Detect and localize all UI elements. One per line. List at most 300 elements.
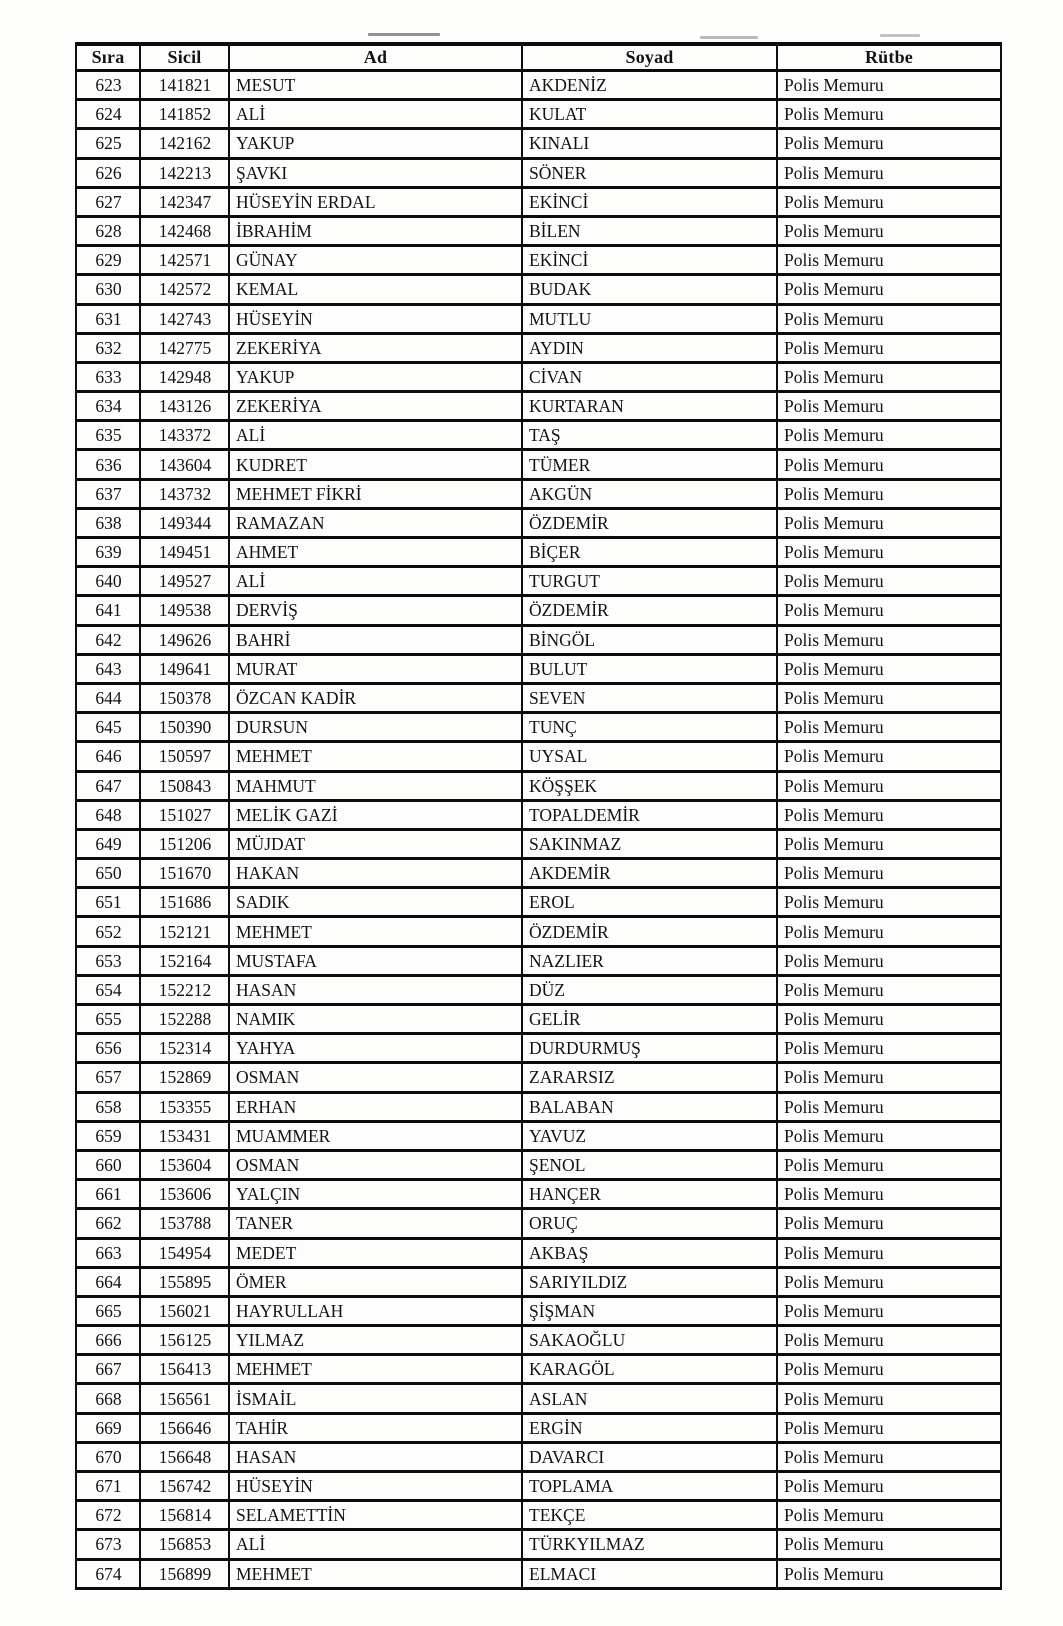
cell-sicil: 154954 [140, 1238, 229, 1267]
cell-rutbe: Polis Memuru [777, 129, 1001, 158]
cell-soyad: AKDEMİR [522, 859, 777, 888]
cell-soyad: DURDURMUŞ [522, 1034, 777, 1063]
cell-ad: İBRAHİM [229, 216, 522, 245]
cell-sira: 640 [76, 567, 140, 596]
cell-sicil: 150378 [140, 683, 229, 712]
cell-sira: 628 [76, 216, 140, 245]
cell-sicil: 152288 [140, 1005, 229, 1034]
cell-sira: 652 [76, 917, 140, 946]
cell-rutbe: Polis Memuru [777, 800, 1001, 829]
cell-soyad: BUDAK [522, 275, 777, 304]
cell-sicil: 152164 [140, 946, 229, 975]
cell-ad: YAKUP [229, 129, 522, 158]
cell-soyad: BULUT [522, 654, 777, 683]
cell-soyad: TOPLAMA [522, 1472, 777, 1501]
col-header-soyad: Soyad [522, 44, 777, 71]
cell-sira: 661 [76, 1180, 140, 1209]
cell-sicil: 153355 [140, 1092, 229, 1121]
cell-rutbe: Polis Memuru [777, 975, 1001, 1004]
cell-sira: 630 [76, 275, 140, 304]
cell-ad: OSMAN [229, 1150, 522, 1179]
cell-sicil: 149527 [140, 567, 229, 596]
cell-sicil: 152869 [140, 1063, 229, 1092]
table-row [76, 1267, 1001, 1296]
cell-sira: 674 [76, 1559, 140, 1588]
cell-soyad: GELİR [522, 1005, 777, 1034]
cell-ad: MUSTAFA [229, 946, 522, 975]
table-body [76, 71, 1001, 1589]
cell-soyad: DÜZ [522, 975, 777, 1004]
cell-sicil: 153604 [140, 1150, 229, 1179]
table-row [76, 1442, 1001, 1471]
cell-soyad: TOPALDEMİR [522, 800, 777, 829]
cell-sicil: 156648 [140, 1442, 229, 1471]
table-row [76, 479, 1001, 508]
cell-rutbe: Polis Memuru [777, 567, 1001, 596]
cell-rutbe: Polis Memuru [777, 1384, 1001, 1413]
cell-ad: MAHMUT [229, 771, 522, 800]
cell-soyad: ELMACI [522, 1559, 777, 1588]
table-row [76, 187, 1001, 216]
cell-sicil: 156021 [140, 1296, 229, 1325]
cell-soyad: SÖNER [522, 158, 777, 187]
cell-rutbe: Polis Memuru [777, 1442, 1001, 1471]
cell-rutbe: Polis Memuru [777, 771, 1001, 800]
col-header-rutbe: Rütbe [777, 44, 1001, 71]
cell-ad: ZEKERİYA [229, 392, 522, 421]
scan-artifact [700, 36, 758, 39]
cell-rutbe: Polis Memuru [777, 275, 1001, 304]
cell-rutbe: Polis Memuru [777, 362, 1001, 391]
cell-ad: HAKAN [229, 859, 522, 888]
cell-sira: 645 [76, 713, 140, 742]
table-row [76, 450, 1001, 479]
cell-ad: YILMAZ [229, 1326, 522, 1355]
table-row [76, 538, 1001, 567]
cell-ad: HASAN [229, 1442, 522, 1471]
table-row [76, 246, 1001, 275]
cell-rutbe: Polis Memuru [777, 1267, 1001, 1296]
cell-soyad: SAKAOĞLU [522, 1326, 777, 1355]
cell-soyad: ÖZDEMİR [522, 596, 777, 625]
cell-sicil: 150390 [140, 713, 229, 742]
cell-sira: 623 [76, 71, 140, 100]
cell-sira: 659 [76, 1121, 140, 1150]
table-row [76, 275, 1001, 304]
cell-sira: 649 [76, 829, 140, 858]
cell-sicil: 149344 [140, 508, 229, 537]
cell-soyad: EKİNCİ [522, 187, 777, 216]
cell-ad: YAKUP [229, 362, 522, 391]
table-row [76, 1355, 1001, 1384]
cell-soyad: KINALI [522, 129, 777, 158]
header-row [76, 44, 1001, 71]
cell-rutbe: Polis Memuru [777, 1501, 1001, 1530]
table-row [76, 1296, 1001, 1325]
cell-soyad: CİVAN [522, 362, 777, 391]
cell-ad: ÖZCAN KADİR [229, 683, 522, 712]
cell-ad: NAMIK [229, 1005, 522, 1034]
table-row [76, 508, 1001, 537]
table-row [76, 1034, 1001, 1063]
cell-soyad: ORUÇ [522, 1209, 777, 1238]
cell-sira: 654 [76, 975, 140, 1004]
cell-rutbe: Polis Memuru [777, 333, 1001, 362]
cell-sicil: 156413 [140, 1355, 229, 1384]
cell-soyad: ÖZDEMİR [522, 508, 777, 537]
cell-rutbe: Polis Memuru [777, 742, 1001, 771]
cell-rutbe: Polis Memuru [777, 596, 1001, 625]
cell-sira: 650 [76, 859, 140, 888]
cell-sicil: 142775 [140, 333, 229, 362]
cell-sira: 632 [76, 333, 140, 362]
cell-soyad: BİLEN [522, 216, 777, 245]
cell-ad: HÜSEYİN ERDAL [229, 187, 522, 216]
cell-rutbe: Polis Memuru [777, 1005, 1001, 1034]
cell-soyad: TEKÇE [522, 1501, 777, 1530]
table-row [76, 1005, 1001, 1034]
cell-soyad: TÜRKYILMAZ [522, 1530, 777, 1559]
table-row [76, 1150, 1001, 1179]
cell-sira: 672 [76, 1501, 140, 1530]
table-row [76, 392, 1001, 421]
table-row [76, 1326, 1001, 1355]
cell-sira: 634 [76, 392, 140, 421]
cell-soyad: UYSAL [522, 742, 777, 771]
cell-soyad: SARIYILDIZ [522, 1267, 777, 1296]
cell-soyad: SEVEN [522, 683, 777, 712]
cell-sira: 664 [76, 1267, 140, 1296]
cell-sicil: 156814 [140, 1501, 229, 1530]
cell-rutbe: Polis Memuru [777, 1180, 1001, 1209]
cell-sira: 669 [76, 1413, 140, 1442]
cell-sira: 666 [76, 1326, 140, 1355]
cell-rutbe: Polis Memuru [777, 1326, 1001, 1355]
cell-sicil: 143732 [140, 479, 229, 508]
cell-sicil: 152121 [140, 917, 229, 946]
table-row [76, 216, 1001, 245]
cell-sira: 667 [76, 1355, 140, 1384]
cell-ad: AHMET [229, 538, 522, 567]
cell-sicil: 151686 [140, 888, 229, 917]
cell-sira: 673 [76, 1530, 140, 1559]
table-row [76, 304, 1001, 333]
cell-sicil: 149451 [140, 538, 229, 567]
cell-sira: 648 [76, 800, 140, 829]
cell-sira: 635 [76, 421, 140, 450]
cell-sira: 665 [76, 1296, 140, 1325]
cell-sira: 657 [76, 1063, 140, 1092]
cell-sicil: 151670 [140, 859, 229, 888]
cell-sicil: 156125 [140, 1326, 229, 1355]
cell-sira: 646 [76, 742, 140, 771]
cell-rutbe: Polis Memuru [777, 1296, 1001, 1325]
cell-sicil: 153431 [140, 1121, 229, 1150]
cell-rutbe: Polis Memuru [777, 392, 1001, 421]
cell-sira: 636 [76, 450, 140, 479]
cell-ad: KEMAL [229, 275, 522, 304]
cell-ad: MUAMMER [229, 1121, 522, 1150]
cell-sira: 637 [76, 479, 140, 508]
cell-soyad: ZARARSIZ [522, 1063, 777, 1092]
cell-soyad: MUTLU [522, 304, 777, 333]
cell-sicil: 156899 [140, 1559, 229, 1588]
cell-soyad: BALABAN [522, 1092, 777, 1121]
cell-sicil: 156853 [140, 1530, 229, 1559]
cell-soyad: ASLAN [522, 1384, 777, 1413]
cell-soyad: KURTARAN [522, 392, 777, 421]
cell-sicil: 142162 [140, 129, 229, 158]
cell-soyad: AYDIN [522, 333, 777, 362]
cell-soyad: KULAT [522, 100, 777, 129]
cell-rutbe: Polis Memuru [777, 538, 1001, 567]
cell-rutbe: Polis Memuru [777, 508, 1001, 537]
cell-soyad: BİNGÖL [522, 625, 777, 654]
cell-ad: MEHMET [229, 1355, 522, 1384]
cell-sira: 627 [76, 187, 140, 216]
cell-sira: 641 [76, 596, 140, 625]
cell-rutbe: Polis Memuru [777, 158, 1001, 187]
table-row [76, 421, 1001, 450]
personnel-table [75, 42, 1002, 1590]
table-row [76, 1209, 1001, 1238]
cell-ad: TAHİR [229, 1413, 522, 1442]
cell-ad: RAMAZAN [229, 508, 522, 537]
table-row [76, 1238, 1001, 1267]
cell-rutbe: Polis Memuru [777, 100, 1001, 129]
col-header-ad: Ad [229, 44, 522, 71]
cell-sicil: 152212 [140, 975, 229, 1004]
cell-ad: GÜNAY [229, 246, 522, 275]
cell-sicil: 142571 [140, 246, 229, 275]
cell-ad: MURAT [229, 654, 522, 683]
cell-sicil: 143372 [140, 421, 229, 450]
table-row [76, 1092, 1001, 1121]
cell-soyad: ŞİŞMAN [522, 1296, 777, 1325]
cell-soyad: YAVUZ [522, 1121, 777, 1150]
table-row [76, 129, 1001, 158]
cell-sicil: 142347 [140, 187, 229, 216]
cell-rutbe: Polis Memuru [777, 1121, 1001, 1150]
cell-sira: 626 [76, 158, 140, 187]
table-row [76, 1530, 1001, 1559]
cell-ad: MELİK GAZİ [229, 800, 522, 829]
cell-sira: 651 [76, 888, 140, 917]
cell-ad: HÜSEYİN [229, 1472, 522, 1501]
col-header-sicil: Sicil [140, 44, 229, 71]
cell-rutbe: Polis Memuru [777, 71, 1001, 100]
cell-rutbe: Polis Memuru [777, 1209, 1001, 1238]
cell-ad: ZEKERİYA [229, 333, 522, 362]
cell-sicil: 152314 [140, 1034, 229, 1063]
cell-sicil: 141852 [140, 100, 229, 129]
cell-ad: SELAMETTİN [229, 1501, 522, 1530]
cell-sira: 658 [76, 1092, 140, 1121]
cell-soyad: ERGİN [522, 1413, 777, 1442]
cell-sicil: 143126 [140, 392, 229, 421]
cell-ad: MEHMET FİKRİ [229, 479, 522, 508]
cell-sicil: 150597 [140, 742, 229, 771]
cell-rutbe: Polis Memuru [777, 1092, 1001, 1121]
cell-soyad: AKDENİZ [522, 71, 777, 100]
cell-ad: MEHMET [229, 1559, 522, 1588]
cell-sicil: 149641 [140, 654, 229, 683]
cell-soyad: AKBAŞ [522, 1238, 777, 1267]
cell-rutbe: Polis Memuru [777, 1238, 1001, 1267]
cell-soyad: HANÇER [522, 1180, 777, 1209]
cell-soyad: SAKINMAZ [522, 829, 777, 858]
cell-rutbe: Polis Memuru [777, 713, 1001, 742]
cell-ad: YAHYA [229, 1034, 522, 1063]
cell-sicil: 156742 [140, 1472, 229, 1501]
cell-ad: ALİ [229, 100, 522, 129]
cell-sira: 670 [76, 1442, 140, 1471]
cell-soyad: NAZLIER [522, 946, 777, 975]
cell-sicil: 143604 [140, 450, 229, 479]
table-row [76, 859, 1001, 888]
cell-rutbe: Polis Memuru [777, 1034, 1001, 1063]
cell-ad: ALİ [229, 1530, 522, 1559]
cell-rutbe: Polis Memuru [777, 654, 1001, 683]
cell-sicil: 155895 [140, 1267, 229, 1296]
cell-soyad: EROL [522, 888, 777, 917]
table-row [76, 713, 1001, 742]
table-row [76, 1384, 1001, 1413]
cell-sira: 653 [76, 946, 140, 975]
cell-ad: ERHAN [229, 1092, 522, 1121]
cell-rutbe: Polis Memuru [777, 625, 1001, 654]
cell-rutbe: Polis Memuru [777, 1559, 1001, 1588]
cell-sira: 643 [76, 654, 140, 683]
cell-ad: DERVİŞ [229, 596, 522, 625]
cell-rutbe: Polis Memuru [777, 1150, 1001, 1179]
cell-sicil: 150843 [140, 771, 229, 800]
cell-ad: TANER [229, 1209, 522, 1238]
table-row [76, 654, 1001, 683]
cell-rutbe: Polis Memuru [777, 421, 1001, 450]
cell-sicil: 142468 [140, 216, 229, 245]
table-row [76, 1472, 1001, 1501]
cell-sicil: 153788 [140, 1209, 229, 1238]
table-row [76, 1413, 1001, 1442]
cell-rutbe: Polis Memuru [777, 888, 1001, 917]
cell-sira: 660 [76, 1150, 140, 1179]
cell-ad: ÖMER [229, 1267, 522, 1296]
cell-soyad: KARAGÖL [522, 1355, 777, 1384]
cell-sira: 663 [76, 1238, 140, 1267]
table-row [76, 100, 1001, 129]
cell-rutbe: Polis Memuru [777, 683, 1001, 712]
cell-soyad: ŞENOL [522, 1150, 777, 1179]
cell-sira: 647 [76, 771, 140, 800]
cell-ad: MÜJDAT [229, 829, 522, 858]
cell-ad: HAYRULLAH [229, 1296, 522, 1325]
cell-ad: DURSUN [229, 713, 522, 742]
cell-soyad: TURGUT [522, 567, 777, 596]
cell-soyad: AKGÜN [522, 479, 777, 508]
table-row [76, 683, 1001, 712]
table-row [76, 362, 1001, 391]
cell-soyad: BİÇER [522, 538, 777, 567]
col-header-sira: Sıra [76, 44, 140, 71]
cell-sira: 625 [76, 129, 140, 158]
cell-soyad: TÜMER [522, 450, 777, 479]
cell-ad: ŞAVKI [229, 158, 522, 187]
cell-ad: ALİ [229, 421, 522, 450]
cell-ad: BAHRİ [229, 625, 522, 654]
cell-ad: SADIK [229, 888, 522, 917]
cell-rutbe: Polis Memuru [777, 1413, 1001, 1442]
cell-ad: MEHMET [229, 917, 522, 946]
table-row [76, 975, 1001, 1004]
cell-soyad: DAVARCI [522, 1442, 777, 1471]
table-row [76, 1121, 1001, 1150]
table-row [76, 158, 1001, 187]
cell-ad: KUDRET [229, 450, 522, 479]
cell-soyad: KÖŞŞEK [522, 771, 777, 800]
table-row [76, 596, 1001, 625]
cell-sira: 668 [76, 1384, 140, 1413]
cell-rutbe: Polis Memuru [777, 1530, 1001, 1559]
scan-artifact [880, 34, 920, 37]
table-row [76, 1063, 1001, 1092]
cell-rutbe: Polis Memuru [777, 1355, 1001, 1384]
cell-sicil: 142948 [140, 362, 229, 391]
cell-ad: YALÇIN [229, 1180, 522, 1209]
cell-sicil: 149538 [140, 596, 229, 625]
cell-soyad: TAŞ [522, 421, 777, 450]
cell-rutbe: Polis Memuru [777, 479, 1001, 508]
cell-sira: 655 [76, 1005, 140, 1034]
cell-rutbe: Polis Memuru [777, 829, 1001, 858]
cell-sira: 671 [76, 1472, 140, 1501]
cell-rutbe: Polis Memuru [777, 917, 1001, 946]
table-row [76, 946, 1001, 975]
table-row [76, 1180, 1001, 1209]
cell-rutbe: Polis Memuru [777, 1472, 1001, 1501]
cell-ad: HÜSEYİN [229, 304, 522, 333]
table-row [76, 800, 1001, 829]
cell-rutbe: Polis Memuru [777, 246, 1001, 275]
cell-soyad: TUNÇ [522, 713, 777, 742]
cell-sira: 633 [76, 362, 140, 391]
cell-ad: OSMAN [229, 1063, 522, 1092]
cell-ad: MESUT [229, 71, 522, 100]
cell-sira: 656 [76, 1034, 140, 1063]
cell-sira: 639 [76, 538, 140, 567]
cell-sira: 638 [76, 508, 140, 537]
cell-sira: 631 [76, 304, 140, 333]
cell-sira: 644 [76, 683, 140, 712]
cell-rutbe: Polis Memuru [777, 216, 1001, 245]
cell-sicil: 156561 [140, 1384, 229, 1413]
cell-sicil: 156646 [140, 1413, 229, 1442]
cell-sicil: 151027 [140, 800, 229, 829]
cell-soyad: EKİNCİ [522, 246, 777, 275]
cell-sicil: 151206 [140, 829, 229, 858]
table-row [76, 1559, 1001, 1588]
cell-ad: İSMAİL [229, 1384, 522, 1413]
cell-rutbe: Polis Memuru [777, 859, 1001, 888]
cell-sicil: 142743 [140, 304, 229, 333]
table-row [76, 71, 1001, 100]
cell-sicil: 149626 [140, 625, 229, 654]
cell-ad: HASAN [229, 975, 522, 1004]
cell-sira: 662 [76, 1209, 140, 1238]
cell-rutbe: Polis Memuru [777, 450, 1001, 479]
cell-sicil: 153606 [140, 1180, 229, 1209]
cell-ad: MEDET [229, 1238, 522, 1267]
